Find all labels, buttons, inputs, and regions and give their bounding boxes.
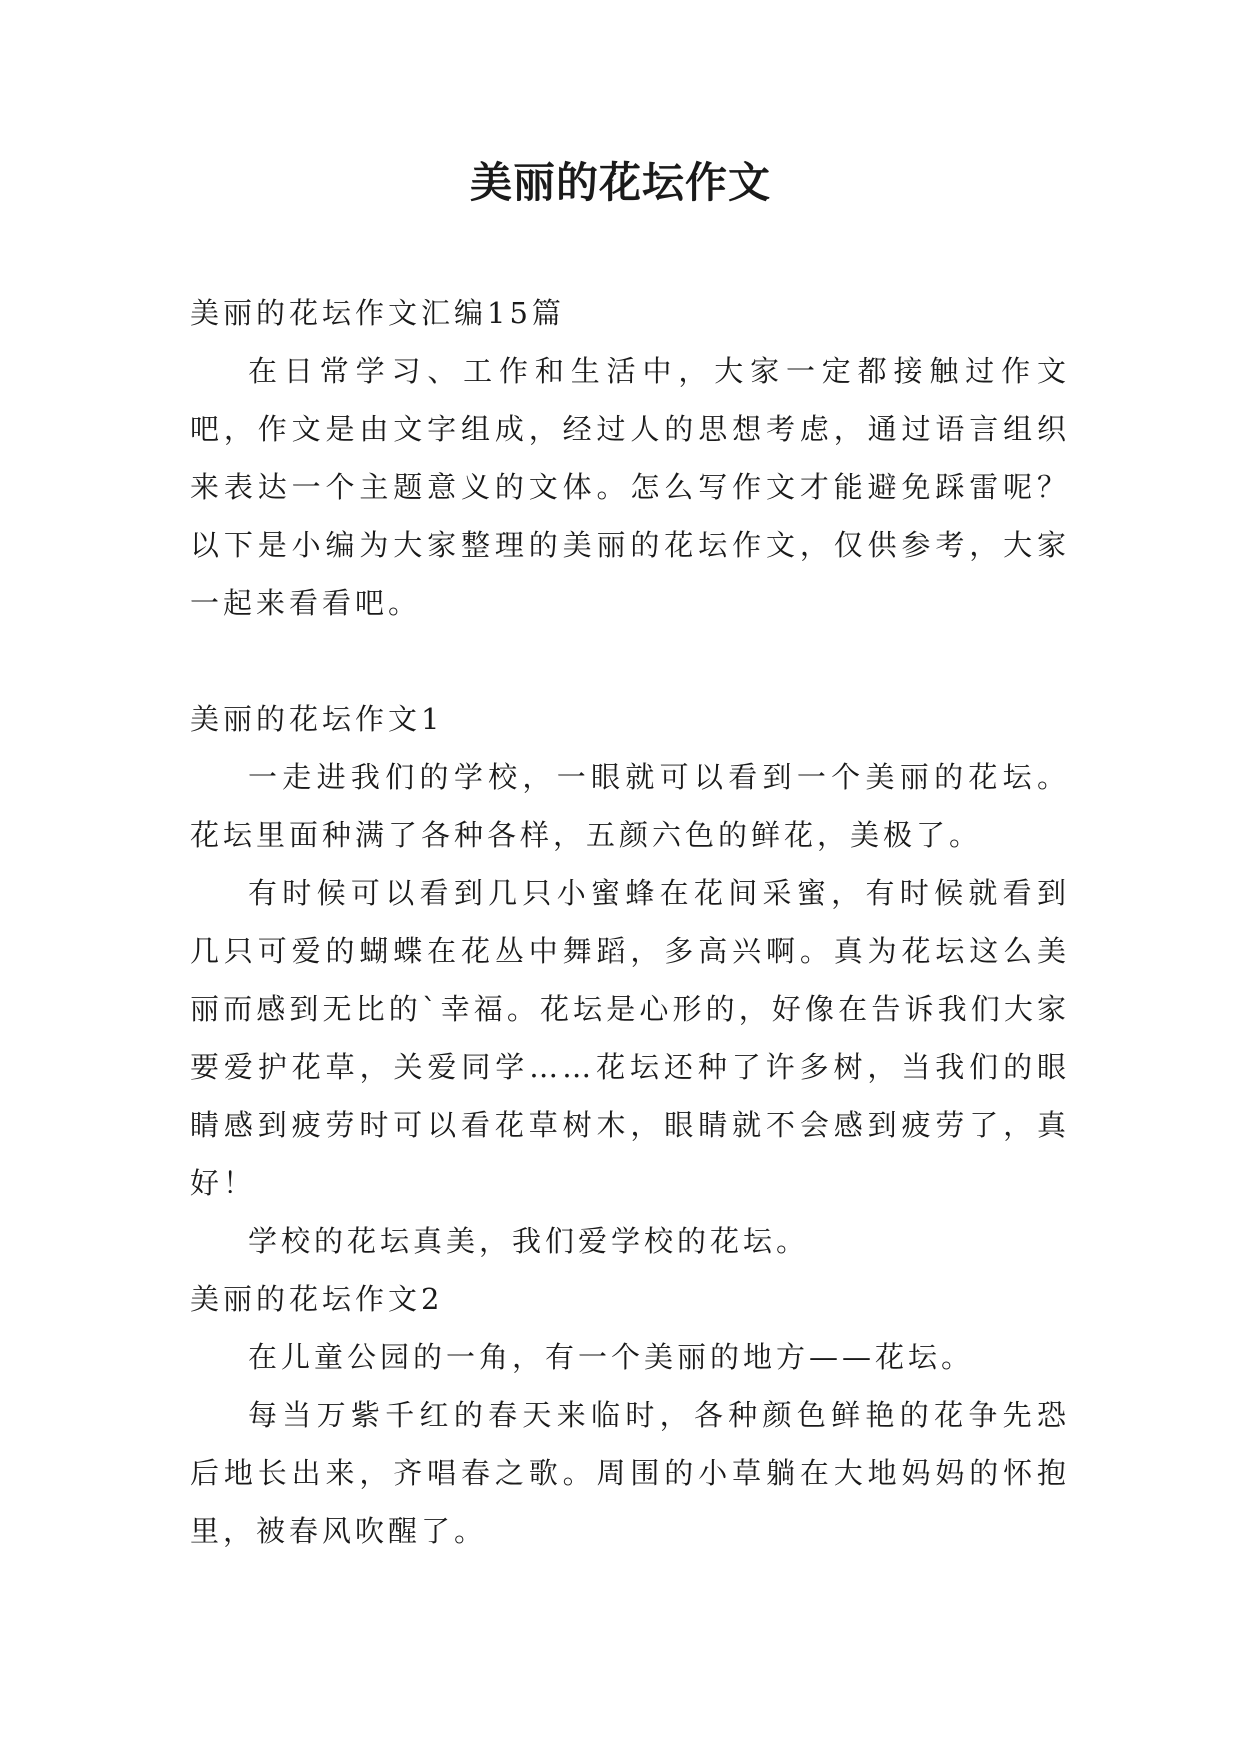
section-spacer [190,632,1070,690]
essay-2-paragraph: 每当万紫千红的春天来临时，各种颜色鲜艳的花争先恐后地长出来，齐唱春之歌。周围的小草躺在大地妈妈的怀抱里，被春风吹醒了。 [190,1398,1070,1548]
document-title: 美丽的花坛作文 [469,158,771,207]
essay-2-heading: 美丽的花坛作文2 [190,1282,444,1316]
intro-paragraph: 在日常学习、工作和生活中，大家一定都接触过作文吧，作文是由文字组成，经过人的思想考虑，通过语言组织来表达一个主题意义的文体。怎么写作文才能避免踩雷呢？以下是小编为大家整理的美丽的花坛作文，仅供参考，大家一起来看看吧。 [190,354,1070,620]
essay-1-paragraph: 有时候可以看到几只小蜜蜂在花间采蜜，有时候就看到几只可爱的蝴蝶在花丛中舞蹈，多高兴啊。真为花坛这么美丽而感到无比的`幸福。花坛是心形的，好像在告诉我们大家要爱护花草，关爱同学……花坛还种了许多树，当我们的眼睛感到疲劳时可以看花草树木，眼睛就不会感到疲劳了，真好！ [190,876,1070,1200]
essay-1-paragraph: 学校的花坛真美，我们爱学校的花坛。 [248,1224,810,1258]
collection-heading: 美丽的花坛作文汇编15篇 [190,296,565,330]
document-body [190,284,1070,1560]
essay-1-heading: 美丽的花坛作文1 [190,702,444,736]
essay-2-paragraph: 在儿童公园的一角，有一个美丽的地方——花坛。 [248,1340,975,1374]
essay-1-paragraph: 一走进我们的学校，一眼就可以看到一个美丽的花坛。花坛里面种满了各种各样，五颜六色的鲜花，美极了。 [190,760,1070,852]
